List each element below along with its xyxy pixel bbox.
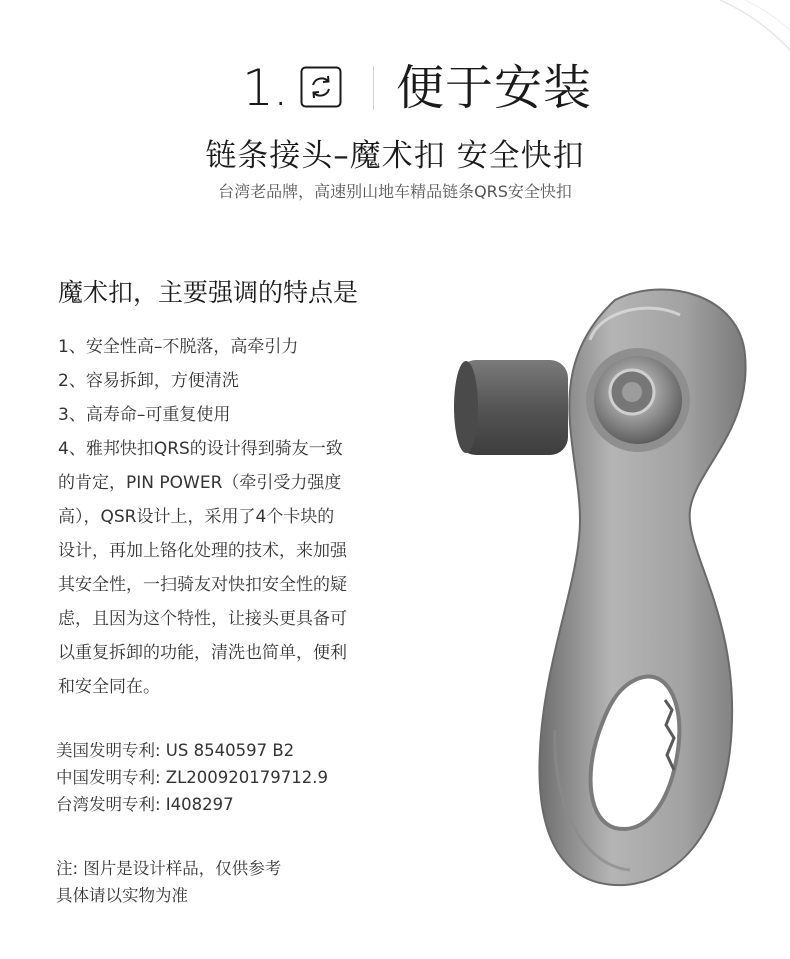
feature-line: 4、雅邦快扣QRS的设计得到骑友一致 <box>58 439 343 459</box>
product-tagline: 台湾老品牌，高速别山地车精品链条QRS安全快扣 <box>218 182 572 201</box>
feature-line: 和安全同在。 <box>58 677 160 697</box>
section-heading <box>0 58 790 118</box>
feature-line: 设计，再加上铬化处理的技术，来加强 <box>58 541 347 561</box>
feature-line: 其安全性，一扫骑友对快扣安全性的疑 <box>58 575 347 595</box>
patent-us: 美国发明专利: US 8540597 B2 <box>56 741 295 760</box>
note-line: 注: 图片是设计样品，仅供参考 <box>56 859 282 878</box>
feature-line: 虑，且因为这个特性，让接头更具备可 <box>58 609 347 629</box>
patent-tw: 台湾发明专利: I408297 <box>56 795 234 814</box>
sync-icon <box>300 66 342 108</box>
corner-watermark <box>700 0 790 60</box>
patent-list <box>56 737 328 818</box>
heading-divider <box>373 66 374 110</box>
note-line: 具体请以实物为准 <box>56 886 188 905</box>
link-rivet <box>586 348 690 452</box>
section-number: 1. <box>242 59 288 117</box>
disclaimer-note <box>56 855 281 909</box>
feature-line: 1、安全性高–不脱落，高牵引力 <box>58 337 299 357</box>
link-pin <box>454 360 568 455</box>
feature-list <box>58 330 408 704</box>
patent-cn: 中国发明专利: ZL200920179712.9 <box>56 768 329 787</box>
features-heading: 魔术扣，主要强调的特点是 <box>58 278 359 307</box>
chain-quick-link-image <box>440 280 770 900</box>
feature-line: 3、高寿命–可重复使用 <box>58 405 231 425</box>
feature-line: 以重复拆卸的功能，清洗也简单，便利 <box>58 643 347 663</box>
feature-line: 的肯定，PIN POWER（牵引受力强度 <box>58 473 342 493</box>
product-subtitle: 链条接头–魔术扣 安全快扣 <box>205 138 585 174</box>
page-title: 便于安装 <box>396 60 593 116</box>
feature-line: 高），QSR设计上，采用了4个卡块的 <box>58 507 335 527</box>
feature-line: 2、容易拆卸，方便清洗 <box>58 371 239 391</box>
